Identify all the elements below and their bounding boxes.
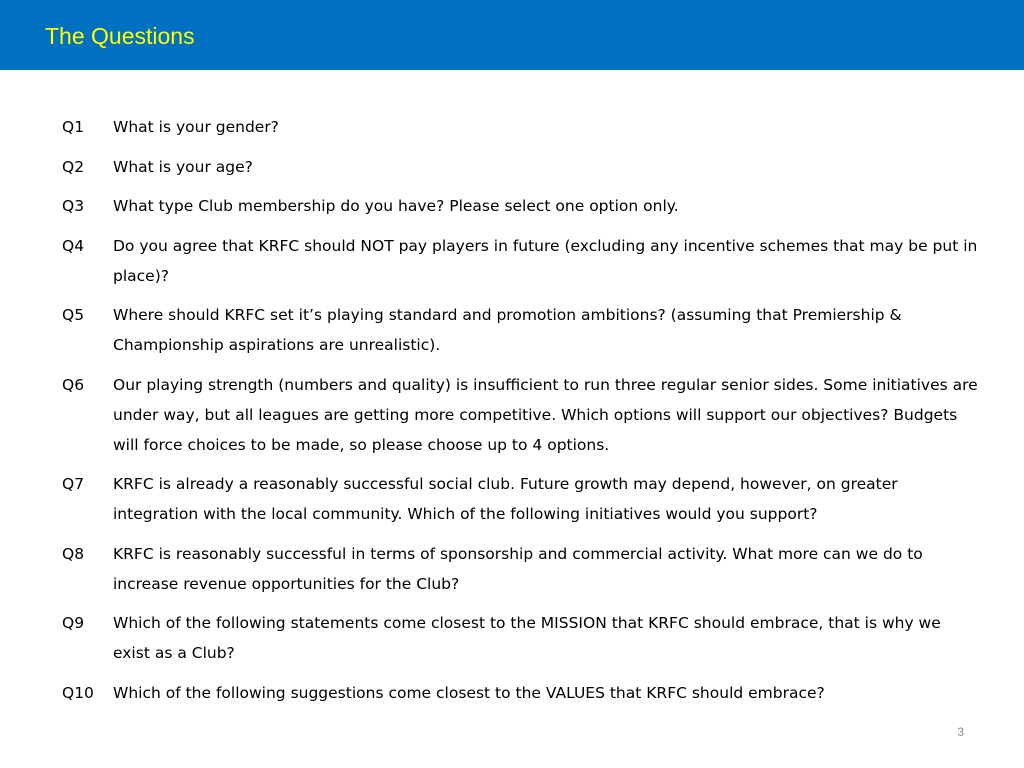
question-item-q2 bbox=[62, 152, 982, 182]
question-number: Q2 bbox=[62, 157, 85, 176]
question-item-q8 bbox=[62, 539, 982, 599]
question-item-q3 bbox=[62, 191, 982, 221]
question-number: Q9 bbox=[62, 614, 85, 632]
question-text: What type Club membership do you have? Please select one option only. bbox=[113, 197, 679, 215]
question-text: Do you agree that KRFC should NOT pay players in future (excluding any incentive schemes that may be put in place)? bbox=[113, 236, 978, 285]
page-number: 3 bbox=[957, 725, 964, 739]
question-text: What is your age? bbox=[113, 157, 253, 176]
question-text: KRFC is already a reasonably successful social club. Future growth may depend, however, on greater integration with the local community. Which of the following initiatives would you support? bbox=[113, 475, 898, 523]
question-number: Q5 bbox=[62, 306, 85, 324]
question-number: Q3 bbox=[62, 197, 85, 215]
question-text: Where should KRFC set it’s playing standard and promotion ambitions? (assuming that Premiership & Championship aspirations are unrealistic). bbox=[113, 306, 902, 354]
question-item-q9 bbox=[62, 608, 982, 668]
question-number: Q10 bbox=[62, 683, 94, 702]
question-text: Which of the following suggestions come closest to the VALUES that KRFC should embrace? bbox=[113, 683, 825, 702]
question-number: Q4 bbox=[62, 236, 85, 255]
question-number: Q7 bbox=[62, 475, 85, 493]
question-number: Q8 bbox=[62, 544, 85, 563]
question-item-q1 bbox=[62, 112, 982, 142]
question-item-q5 bbox=[62, 300, 982, 360]
question-item-q4 bbox=[62, 231, 982, 291]
question-number: Q1 bbox=[62, 118, 85, 136]
question-text: KRFC is reasonably successful in terms of sponsorship and commercial activity. What more can we do to increase revenue opportunities for the Club? bbox=[113, 544, 923, 593]
header-bar bbox=[0, 0, 1024, 70]
question-item-q6 bbox=[62, 370, 982, 460]
question-text: Which of the following statements come closest to the MISSION that KRFC should embrace, that is why we exist as a Club? bbox=[113, 614, 941, 662]
question-text: Our playing strength (numbers and quality) is insufficient to run three regular senior sides. Some initiatives are under way, but all leagues are getting more competitive. Which options will support our objectives? Budgets will force choices to be made, so please choose up to 4 options. bbox=[113, 375, 978, 454]
slide-title: The Questions bbox=[45, 23, 195, 49]
question-item-q10 bbox=[62, 678, 982, 708]
question-text: What is your gender? bbox=[113, 118, 279, 136]
question-number: Q6 bbox=[62, 375, 85, 394]
question-list bbox=[62, 112, 982, 717]
question-item-q7 bbox=[62, 469, 982, 529]
